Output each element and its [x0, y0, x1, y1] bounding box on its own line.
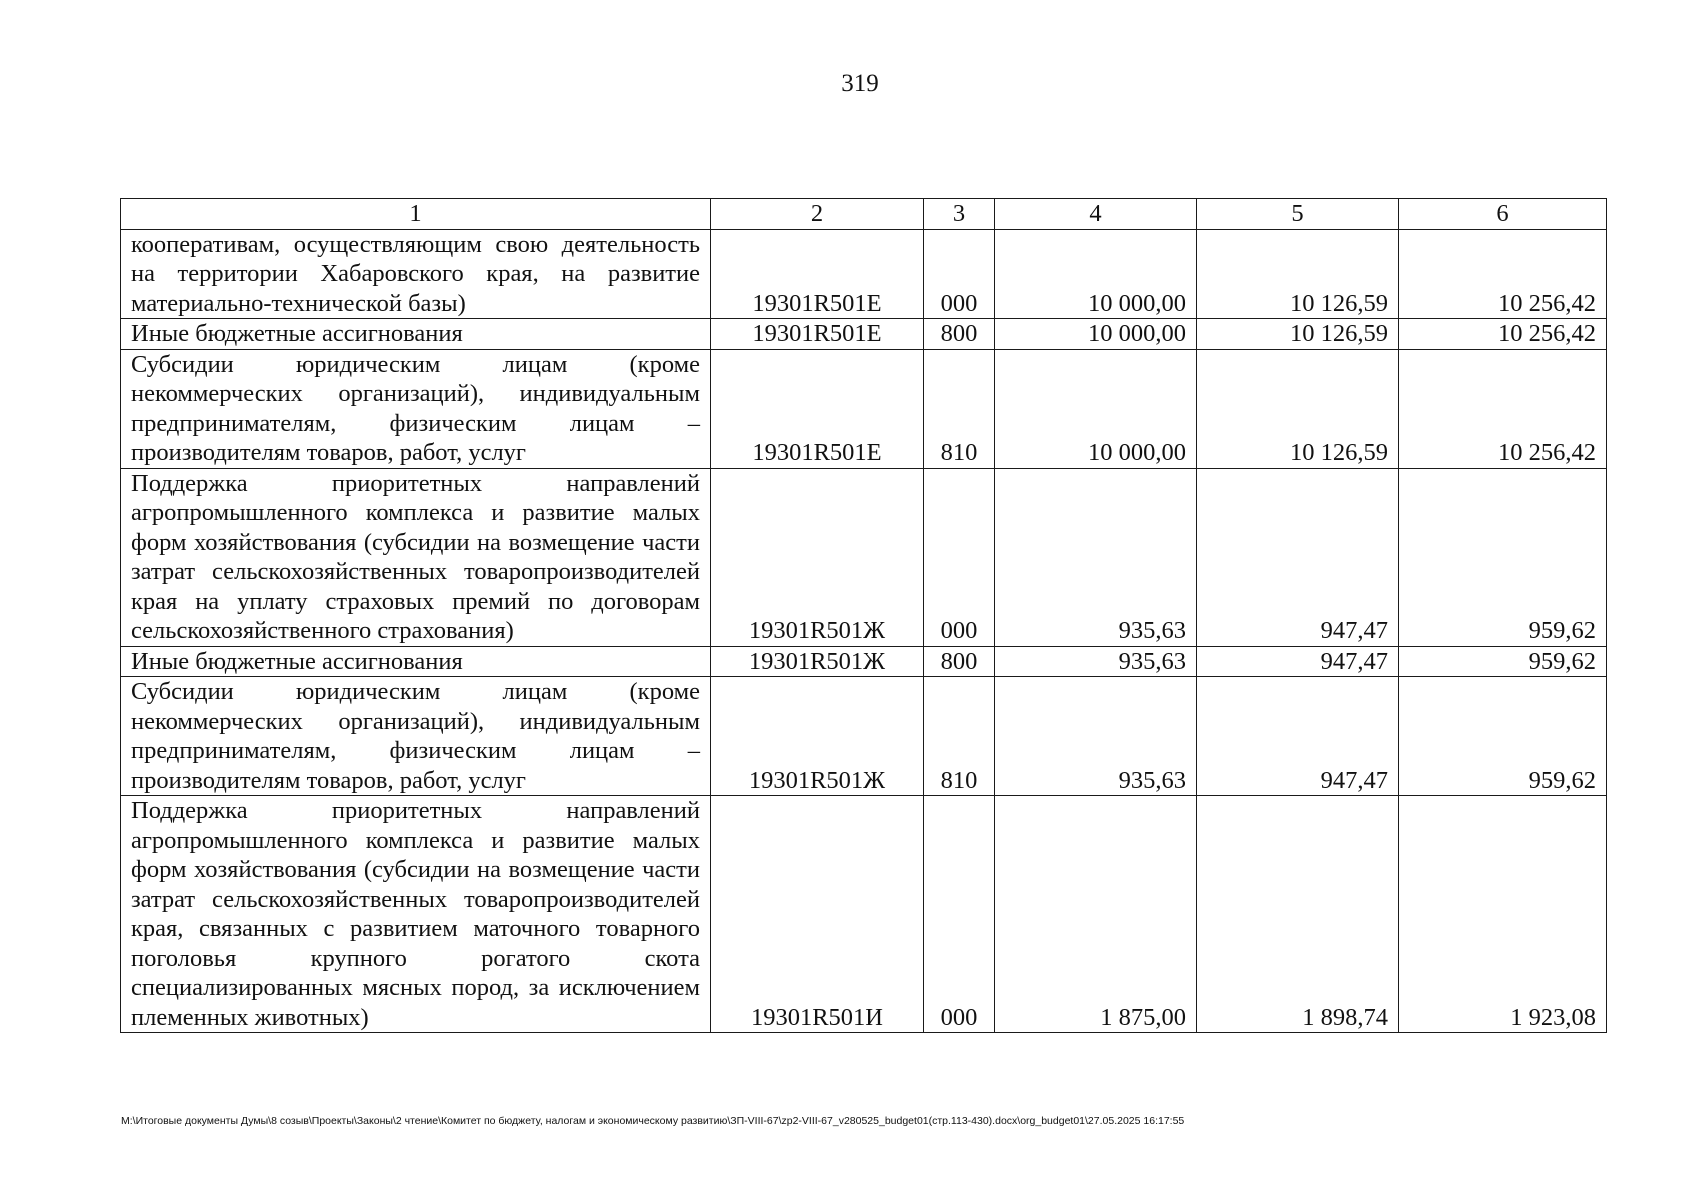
table-row: [121, 229, 1607, 319]
row-target-code: 19301R501Ж: [711, 468, 924, 646]
row-expense-type: 000: [924, 796, 995, 1033]
row-name: Субсидии юридическим лицам (кроме некоммерческих организаций), индивидуальным предпринимателям, физическим лицам – производителям товаров, работ, услуг: [121, 677, 711, 796]
row-amount-2: 947,47: [1197, 677, 1399, 796]
column-header-4: 4: [995, 199, 1197, 230]
row-target-code: 19301R501Ж: [711, 677, 924, 796]
document-file-path: М:\Итоговые документы Думы\8 созыв\Проекты\Законы\2 чтение\Комитет по бюджету, налогам и экономическому развитию\ЗП-VIII-67\zp2-VIII-67_v280525_budget01(стр.113-430).docx\org_budget01\27.05.2025 16:17:55: [121, 1115, 1185, 1127]
column-header-3: 3: [924, 199, 995, 230]
row-amount-3: 1 923,08: [1399, 796, 1607, 1033]
column-header-5: 5: [1197, 199, 1399, 230]
table-row: [121, 349, 1607, 468]
row-expense-type: 000: [924, 229, 995, 319]
row-amount-2: 1 898,74: [1197, 796, 1399, 1033]
row-amount-3: 10 256,42: [1399, 229, 1607, 319]
row-name: Иные бюджетные ассигнования: [121, 646, 711, 677]
row-amount-1: 10 000,00: [995, 349, 1197, 468]
column-header-6: 6: [1399, 199, 1607, 230]
row-expense-type: 800: [924, 646, 995, 677]
table-row: [121, 677, 1607, 796]
table-header-row: [121, 199, 1607, 230]
row-amount-1: 935,63: [995, 646, 1197, 677]
row-amount-2: 10 126,59: [1197, 229, 1399, 319]
table-row: [121, 468, 1607, 646]
row-expense-type: 800: [924, 319, 995, 350]
budget-table: [120, 198, 1607, 1033]
row-amount-1: 935,63: [995, 677, 1197, 796]
row-amount-2: 947,47: [1197, 468, 1399, 646]
row-expense-type: 000: [924, 468, 995, 646]
column-header-2: 2: [711, 199, 924, 230]
row-target-code: 19301R501И: [711, 796, 924, 1033]
row-target-code: 19301R501Ж: [711, 646, 924, 677]
table-row: [121, 646, 1607, 677]
row-name: Субсидии юридическим лицам (кроме некоммерческих организаций), индивидуальным предпринимателям, физическим лицам – производителям товаров, работ, услуг: [121, 349, 711, 468]
row-name: Иные бюджетные ассигнования: [121, 319, 711, 350]
row-amount-3: 10 256,42: [1399, 319, 1607, 350]
row-amount-1: 1 875,00: [995, 796, 1197, 1033]
row-amount-1: 10 000,00: [995, 319, 1197, 350]
table-row: [121, 796, 1607, 1033]
row-name: кооперативам, осуществляющим свою деятельность на территории Хабаровского края, на развитие материально-технической базы): [121, 229, 711, 319]
row-amount-3: 959,62: [1399, 677, 1607, 796]
row-target-code: 19301R501Е: [711, 319, 924, 350]
row-target-code: 19301R501Е: [711, 349, 924, 468]
row-amount-3: 959,62: [1399, 646, 1607, 677]
row-amount-1: 10 000,00: [995, 229, 1197, 319]
row-amount-1: 935,63: [995, 468, 1197, 646]
row-expense-type: 810: [924, 349, 995, 468]
row-expense-type: 810: [924, 677, 995, 796]
row-amount-2: 947,47: [1197, 646, 1399, 677]
row-target-code: 19301R501Е: [711, 229, 924, 319]
row-name: Поддержка приоритетных направлений агропромышленного комплекса и развитие малых форм хозяйствования (субсидии на возмещение части затрат сельскохозяйственных товаропроизводителей края, связанных с развитием маточного товарного поголовья крупного рогатого скота специализированных мясных пород, за исключением племенных животных): [121, 796, 711, 1033]
row-amount-2: 10 126,59: [1197, 319, 1399, 350]
row-amount-3: 10 256,42: [1399, 349, 1607, 468]
row-amount-3: 959,62: [1399, 468, 1607, 646]
row-amount-2: 10 126,59: [1197, 349, 1399, 468]
row-name: Поддержка приоритетных направлений агропромышленного комплекса и развитие малых форм хозяйствования (субсидии на возмещение части затрат сельскохозяйственных товаропроизводителей края на уплату страховых премий по договорам сельскохозяйственного страхования): [121, 468, 711, 646]
table-row: [121, 319, 1607, 350]
page-number: 319: [841, 70, 879, 97]
column-header-1: 1: [121, 199, 711, 230]
